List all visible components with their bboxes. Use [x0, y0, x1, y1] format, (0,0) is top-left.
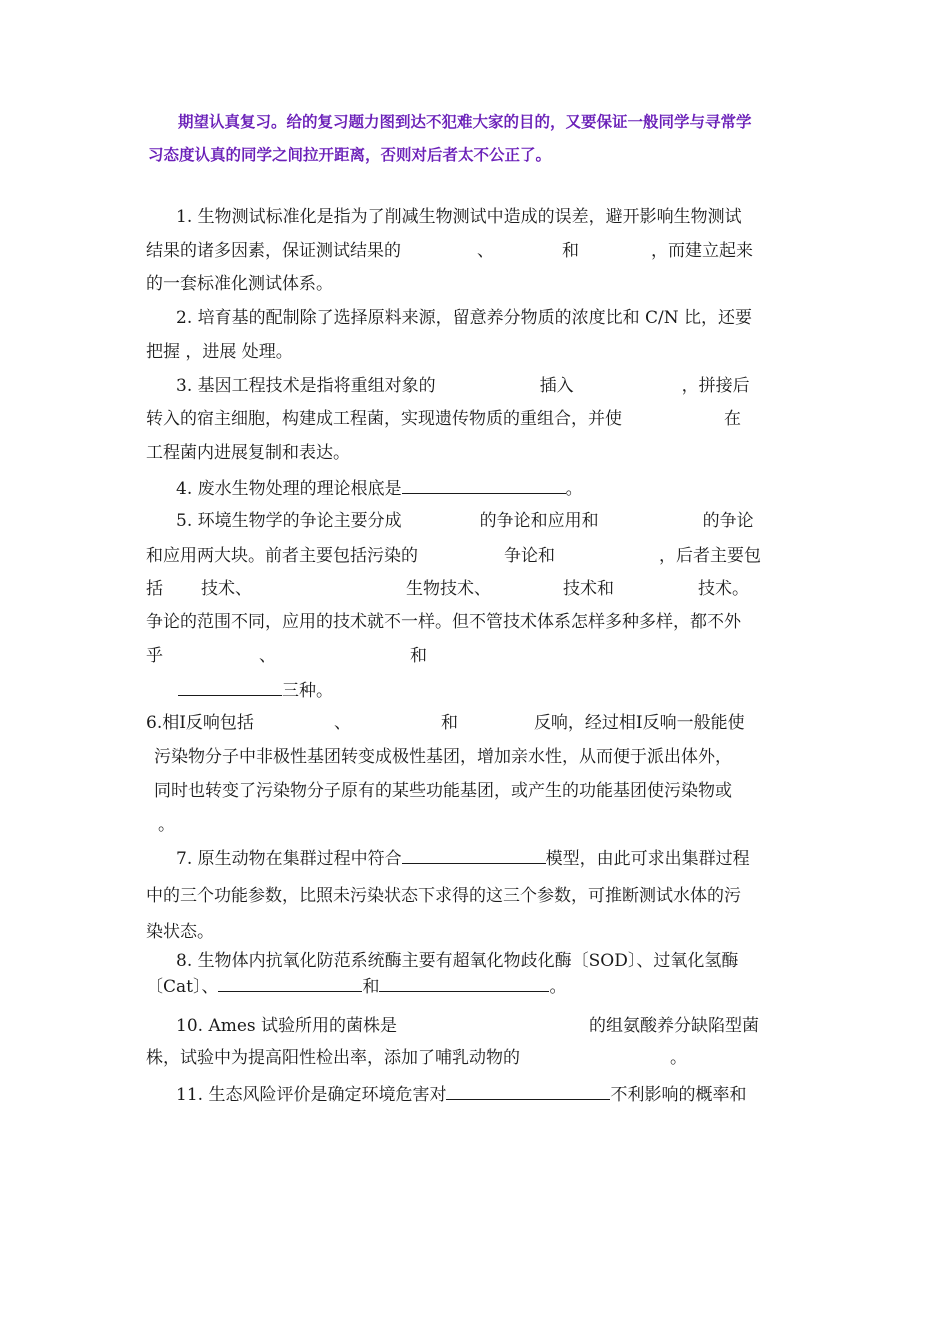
q8-text-b: 和: [362, 977, 380, 997]
q3-text-a: 3. 基因工程技术是指将重组对象的: [176, 376, 436, 396]
q1-text-b: 、: [477, 241, 494, 261]
q5-line-1: [176, 511, 754, 531]
q10-text-b: 的组氨酸养分缺陷型菌: [589, 1016, 760, 1036]
q5-text-i: 生物技术、: [406, 579, 491, 599]
intro-line-2: 习态度认真的同学之间拉开距离，否则对后者太不公正了。: [148, 146, 552, 164]
q3-text-e: 在: [724, 409, 741, 429]
q7-text-a: 7. 原生动物在集群过程中符合: [176, 849, 402, 869]
q1-text-c: 和: [562, 241, 579, 261]
q7-text-b: 模型，由此可求出集群过程: [545, 849, 750, 869]
q5-text-o: 三种。: [282, 681, 333, 701]
q6-line-2: 污染物分子中非极性基团转变成极性基团，增加亲水性，从而便于派出体外，: [154, 747, 732, 767]
q5-text-n: 和: [410, 646, 427, 666]
q5-text-m: 、: [259, 646, 276, 666]
q5-text-d: 和应用两大块。前者主要包括污染的: [146, 546, 418, 566]
q5-line-6: [178, 679, 333, 701]
q6-line-4: 。: [158, 815, 175, 835]
q6-text-c: 和: [440, 713, 458, 733]
q10-text-d: 。: [670, 1048, 687, 1068]
q5-text-b: 的争论和应用和: [479, 511, 599, 531]
q1-text-d: ，而建立起来: [651, 241, 753, 261]
q4-text-a: 4. 废水生物处理的理论根底是: [176, 479, 402, 499]
q8-blank-1[interactable]: [218, 975, 362, 992]
q5-text-k: 技术。: [698, 579, 749, 599]
q8-line-1: 8. 生物体内抗氧化防范系统酶主要有超氧化物歧化酶〔SOD〕、过氧化氢酶: [176, 951, 739, 971]
q7-line-1: [176, 847, 750, 869]
q10-line-2: [146, 1048, 687, 1068]
q11-line-1: [176, 1083, 746, 1105]
q7-line-2: 中的三个功能参数，比照未污染状态下求得的这三个参数，可推断测试水体的污: [146, 886, 741, 906]
q5-line-5: [146, 646, 427, 666]
q6-text-d: 反响，经过相Ⅰ反响一般能使: [533, 713, 745, 733]
q7-blank[interactable]: [402, 847, 546, 864]
q2-line-2: 把握 ，进展 处理。: [146, 342, 293, 362]
q7-line-3: 染状态。: [146, 922, 214, 942]
q3-line-1: [176, 376, 750, 396]
q8-line-2: [146, 975, 566, 997]
q5-text-j: 技术和: [563, 579, 614, 599]
q8-blank-2[interactable]: [379, 975, 549, 992]
q4-blank[interactable]: [402, 477, 566, 494]
q3-text-c: ，拼接后: [681, 376, 750, 396]
q5-text-e: 争论和: [504, 546, 555, 566]
q5-line-3: [146, 579, 749, 599]
q4-line-1: [176, 477, 583, 499]
q1-line-2: [146, 241, 753, 261]
q5-text-h: 技术、: [201, 579, 252, 599]
q4-text-b: 。: [565, 479, 583, 499]
q1-line-3: 的一套标准化测试体系。: [146, 274, 333, 294]
q2-line-1: 2. 培育基的配制除了选择原料来源，留意养分物质的浓度比和 C/N 比，还要: [176, 308, 753, 328]
q11-text-a: 11. 生态风险评价是确定环境危害对: [176, 1085, 447, 1105]
q1-text-a: 结果的诸多因素，保证测试结果的: [146, 241, 401, 261]
q10-line-1: [176, 1016, 759, 1036]
q5-line-4: 争论的范围不同，应用的技术就不一样。但不管技术体系怎样多种多样，都不外: [146, 612, 741, 632]
q5-text-a: 5. 环境生物学的争论主要分成: [176, 511, 402, 531]
q3-line-2: [146, 409, 741, 429]
q3-line-3: 工程菌内进展复制和表达。: [146, 443, 350, 463]
q5-text-l: 乎: [146, 646, 163, 666]
q5-text-f: ，后者主要包: [659, 546, 761, 566]
q5-blank[interactable]: [178, 679, 282, 696]
q3-text-d: 转入的宿主细胞，构建成工程菌，实现遗传物质的重组合，并使: [146, 409, 622, 429]
q10-text-a: 10. Ames 试验所用的菌株是: [176, 1016, 398, 1036]
q6-line-1: [146, 713, 745, 733]
q8-text-a: 〔Cat〕、: [146, 977, 219, 997]
q6-text-b: 、: [333, 713, 351, 733]
q5-text-g: 括: [146, 579, 163, 599]
q10-text-c: 株，试验中为提高阳性检出率，添加了哺乳动物的: [146, 1048, 520, 1068]
q6-line-3: 同时也转变了污染物分子原有的某些功能基团，或产生的功能基团使污染物或: [154, 781, 732, 801]
q8-text-c: 。: [549, 977, 567, 997]
q11-text-b: 不利影响的概率和: [610, 1085, 747, 1105]
intro-line-1: 期望认真复习。给的复习题力图到达不犯难大家的目的，又要保证一般同学与寻常学: [178, 113, 752, 131]
q1-line-1: 1. 生物测试标准化是指为了削减生物测试中造成的误差，避开影响生物测试: [176, 207, 742, 227]
q6-text-a: 6.相Ⅰ反响包括: [146, 713, 254, 733]
q3-text-b: 插入: [539, 376, 574, 396]
q11-blank[interactable]: [446, 1083, 610, 1100]
q5-text-c: 的争论: [702, 511, 754, 531]
q5-line-2: [146, 546, 761, 566]
